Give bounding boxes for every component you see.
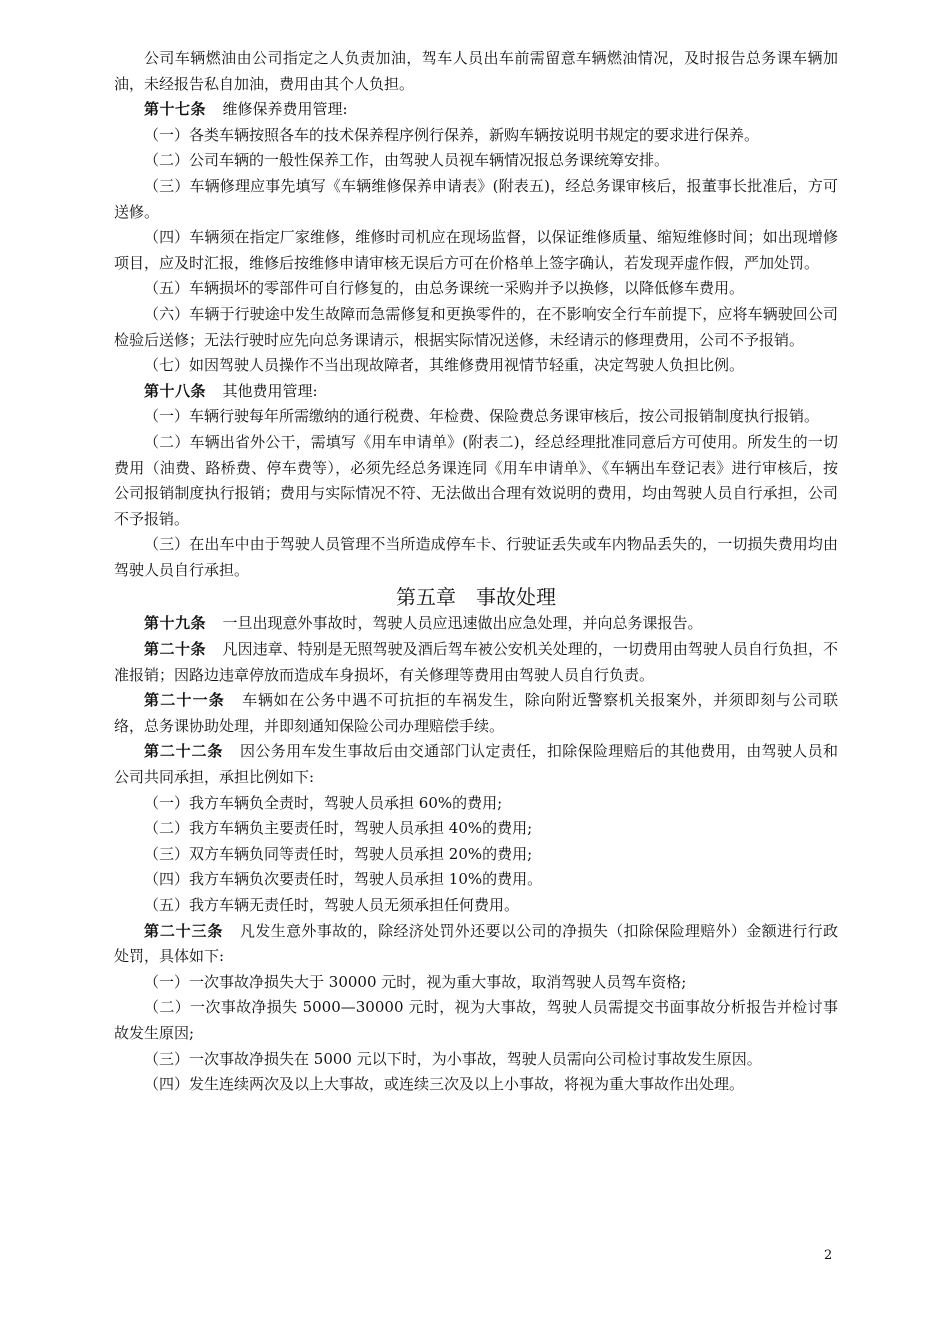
- article-19-text: 一旦出现意外事故时，驾驶人员应迅速做出应急处理，并向总务课报告。: [222, 614, 703, 633]
- article-21-number: 第二十一条: [144, 691, 225, 710]
- article-17-item: （四）车辆须在指定厂家维修，维修时司机应在现场监督，以保证维修质量、缩短维修时间；如出现增修项目，应及时汇报，维修后按维修申请审核无误后方可在价格单上签字确认，若发现弄虚作假，严加处罚。: [114, 228, 838, 272]
- chapter-title: 第五章 事故处理: [396, 585, 556, 610]
- article-19-number: 第十九条: [144, 614, 207, 633]
- article-17-item: （五）车辆损坏的零部件可自行修复的，由总务课统一采购并予以换修，以降低修车费用。: [144, 279, 745, 298]
- article-18-item: （三）在出车中由于驾驶人员管理不当所造成停车卡、行驶证丢失或车内物品丢失的，一切损失费用均由驾驶人员自行承担。: [114, 535, 838, 579]
- article-23-item: （三）一次事故净损失在 5000 元以下时，为小事故，驾驶人员需向公司检讨事故发生原因。: [144, 1049, 762, 1068]
- article-20-text: 凡因违章、特别是无照驾驶及酒后驾车被公安机关处理的，一切费用由驾驶人员自行负担，不准报销；因路边违章停放而造成车身损坏，有关修理等费用由驾驶人员自行负责。: [114, 640, 838, 684]
- article-17-number: 第十七条: [144, 100, 207, 119]
- article-17-heading: [114, 97, 838, 123]
- article-17-item: （七）如因驾驶人员操作不当出现故障者，其维修费用视情节轻重，决定驾驶人负担比例。: [144, 356, 745, 375]
- article-23: [114, 919, 838, 970]
- article-17-item: （六）车辆于行驶途中发生故障而急需修复和更换零件的，在不影响安全行车前提下，应将车辆驶回公司检验后送修；无法行驶时应先向总务课请示，根据实际情况送修，未经请示的修理费用，公司不予报销。: [114, 304, 838, 349]
- article-22-item: （二）我方车辆负主要责任时，驾驶人员承担 40%的费用;: [144, 819, 533, 838]
- article-17-title: 维修保养费用管理:: [222, 100, 348, 119]
- article-23-item: （一）一次事故净损失大于 30000 元时，视为重大事故，取消驾驶人员驾车资格;: [144, 972, 687, 991]
- paragraph-fuel: 公司车辆燃油由公司指定之人负责加油，驾车人员出车前需留意车辆燃油情况，及时报告总务课车辆加油，未经报告私自加油，费用由其个人负担。: [114, 49, 838, 93]
- article-19: [114, 611, 838, 637]
- article-22-number: 第二十二条: [144, 742, 224, 761]
- page-number: 2: [824, 1248, 833, 1263]
- article-17-item: （三）车辆修理应事先填写《车辆维修保养申请表》(附表五)，经总务课审核后，报董事长批准后，方可送修。: [114, 176, 838, 221]
- article-22-item: （一）我方车辆负全责时，驾驶人员承担 60%的费用;: [144, 793, 503, 812]
- article-21-text: 车辆如在公务中遇不可抗拒的车祸发生，除向附近警察机关报案外，并须即刻与公司联络，总务课协助处理，并即刻通知保险公司办理赔偿手续。: [114, 691, 838, 735]
- article-18-title: 其他费用管理:: [222, 381, 318, 400]
- article-18-item: （二）车辆出省外公干，需填写《用车申请单》(附表二)，经总经理批准同意后方可使用。所发生的一切费用（油费、路桥费、停车费等），必须先经总务课连同《用车申请单》、《车辆出车登记表》进行审核后，按公司报销制度执行报销；费用与实际情况不符、无法做出合理有效说明的费用，均由驾驶人员自行承担，公司不予报销。: [114, 432, 838, 528]
- article-23-item: （四）发生连续两次及以上大事故，或连续三次及以上小事故，将视为重大事故作出处理。: [144, 1075, 745, 1094]
- article-23-item: （二）一次事故净损失 5000—30000 元时，视为大事故，驾驶人员需提交书面事故分析报告并检讨事故发生原因;: [114, 998, 838, 1042]
- article-23-text: 凡发生意外事故的，除经济处罚外还要以公司的净损失（扣除保险理赔外）金额进行行政处罚，具体如下:: [114, 921, 838, 966]
- article-23-number: 第二十三条: [144, 921, 224, 940]
- article-18-heading: [114, 379, 838, 405]
- article-17-item: （二）公司车辆的一般性保养工作，由驾驶人员视车辆情况报总务课统筹安排。: [144, 151, 670, 170]
- article-22-item: （三）双方车辆负同等责任时，驾驶人员承担 20%的费用;: [144, 844, 533, 863]
- article-20: [114, 637, 838, 688]
- document-page: [114, 46, 838, 1098]
- article-18-item: （一）车辆行驶每年所需缴纳的通行税费、年检费、保险费总务课审核后，按公司报销制度执行报销。: [144, 407, 820, 426]
- article-18-number: 第十八条: [144, 381, 207, 400]
- article-22-item: （五）我方车辆无责任时，驾驶人员无须承担任何费用。: [144, 896, 520, 914]
- article-21: [114, 688, 838, 739]
- article-17-item: （一）各类车辆按照各车的技术保养程序例行保养，新购车辆按说明书规定的要求进行保养。: [144, 125, 760, 144]
- article-22-item: （四）我方车辆负次要责任时，驾驶人员承担 10%的费用。: [144, 870, 543, 889]
- article-22-text: 因公务用车发生事故后由交通部门认定责任，扣除保险理赔后的其他费用，由驾驶人员和公司共同承担，承担比例如下:: [114, 742, 838, 787]
- article-22: [114, 739, 838, 790]
- article-20-number: 第二十条: [144, 640, 207, 659]
